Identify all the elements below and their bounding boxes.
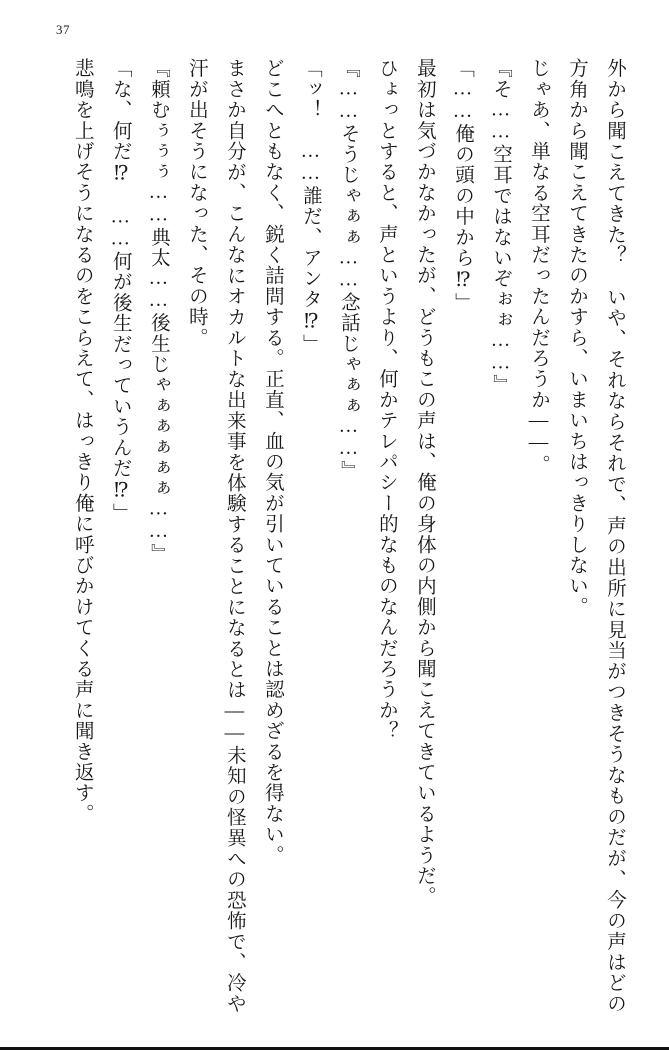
paragraph: 最初は気づかなかったが、どうもこの声は、俺の身体の内側から聞こえてきているようだ。 (413, 58, 435, 907)
paragraph: 『……そうじゃぁぁ……念話じゃぁぁ……』 (337, 58, 359, 481)
paragraph: 「ッ！ ……誰だ、アンタ⁉」 (299, 58, 321, 355)
paragraph: 『そ……空耳ではないぞぉぉ……』 (489, 58, 511, 396)
paragraph: 悲鳴を上げそうになるのをこらえて、はっきり俺に呼びかけてくる声に聞き返す。 (71, 58, 93, 824)
paragraph: じゃあ、単なる空耳だったんだろうか——。 (527, 58, 549, 475)
paragraph: まさか自分が、こんなにオカルトな出来事を体験することになるとは——未知の怪異への恐怖で、冷や汗が出そうになった、その時。 (185, 58, 245, 1014)
paragraph: 『頼むぅぅぅ……典太……後生じゃぁぁぁぁぁ……』 (147, 58, 169, 564)
paragraph: 「……俺の頭の中から⁉」 (451, 58, 473, 313)
paragraph: 外から聞こえてきた？ いや、それならそれで、声の出所に見当がつきそうなものだが、今の声はどの方角から聞こえてきたのかすら、いまいちはっきりしない。 (565, 58, 625, 1014)
page-number: 37 (56, 22, 70, 37)
paragraph: ひょっとすると、声というより、何かテレパシー的なものなんだろうか？ (375, 58, 397, 742)
paragraph: どこへともなく、鋭く詰問する。正直、血の気が引いていることは認めざるを得ない。 (261, 58, 283, 866)
page-body-text (48, 58, 633, 1014)
paragraph: 「な、何だ⁉ ……何が後生だっていうんだ⁉」 (109, 58, 131, 524)
